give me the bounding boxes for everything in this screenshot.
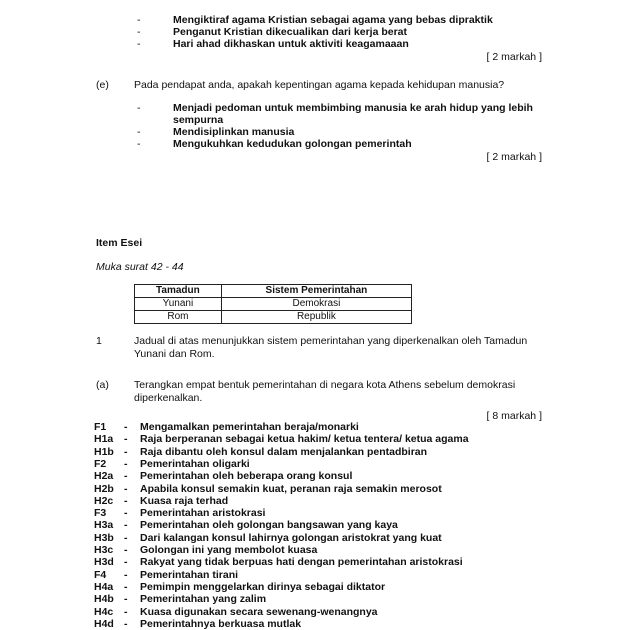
point-code: F2 — [94, 457, 107, 470]
point-code: H2c — [94, 494, 114, 507]
point-dash: - — [124, 433, 128, 446]
answer-text: Mengiktiraf agama Kristian sebagai agama yang bebas dipraktik — [173, 14, 493, 26]
table-header-cell: Sistem Pemerintahan — [221, 285, 411, 298]
subquestion-text: Terangkan empat bentuk pemerintahan di negara kota Athens sebelum demokrasi — [134, 379, 516, 391]
subquestion-text-continued: diperkenalkan. — [134, 392, 203, 404]
point-code: H4d — [94, 617, 114, 630]
point-text: Rakyat yang tidak berpuas hati dengan pemerintahan aristokrasi — [140, 556, 463, 569]
point-text: Pemerintahan tirani — [140, 568, 239, 581]
bullet-dash: - — [137, 102, 141, 114]
point-text: Pemerintahan oleh golongan bangsawan yang kaya — [140, 519, 398, 532]
bullet-dash: - — [137, 126, 141, 138]
bullet-dash: - — [137, 14, 141, 26]
point-text: Golongan ini yang membolot kuasa — [140, 544, 318, 556]
point-code: H2a — [94, 470, 114, 483]
answer-text: Penganut Kristian dikecualikan dari kerja berat — [173, 26, 407, 38]
point-dash: - — [124, 556, 128, 569]
point-text: Dari kalangan konsul lahirnya golongan aristokrat yang kuat — [140, 531, 442, 544]
marks-label: [ 2 markah ] — [486, 51, 542, 63]
point-dash: - — [124, 617, 128, 630]
point-dash: - — [124, 494, 128, 507]
point-text: Pemimpin menggelarkan dirinya sebagai diktator — [140, 580, 386, 593]
point-dash: - — [124, 482, 128, 495]
point-code: H3d — [94, 556, 114, 569]
point-code: H1a — [94, 433, 114, 446]
point-text: Kuasa raja terhad — [140, 494, 229, 507]
point-dash: - — [124, 531, 128, 544]
question-text: Pada pendapat anda, apakah kepentingan agama kepada kehidupan manusia? — [134, 79, 505, 91]
point-text: Pemerintahnya berkuasa mutlak — [140, 617, 302, 630]
question-label: (e) — [96, 79, 109, 91]
answer-text-continued: sempurna — [173, 114, 224, 126]
table-row — [135, 298, 412, 311]
point-text: Kuasa digunakan secara sewenang-wenangnya — [140, 605, 378, 618]
point-code: H3c — [94, 544, 114, 556]
point-code: H3a — [94, 519, 114, 532]
point-dash: - — [124, 470, 128, 483]
table-header-row — [135, 285, 412, 298]
table-cell: Rom — [135, 311, 222, 324]
point-code: F4 — [94, 568, 107, 581]
point-dash: - — [124, 568, 128, 581]
point-dash: - — [124, 457, 128, 470]
point-text: Pemerintahan yang zalim — [140, 593, 267, 606]
question-text-continued: Yunani dan Rom. — [134, 348, 215, 360]
marks-label: [ 2 markah ] — [486, 151, 542, 163]
section-heading: Item Esei — [96, 237, 143, 249]
point-dash: - — [124, 519, 128, 532]
bullet-dash: - — [137, 138, 141, 150]
answer-text: Mengukuhkan kedudukan golongan pemerintah — [173, 138, 412, 150]
point-code: H3b — [94, 531, 114, 544]
point-code: H1b — [94, 445, 114, 458]
table-row — [135, 311, 412, 324]
point-dash: - — [124, 421, 128, 433]
point-text: Mengamalkan pemerintahan beraja/monarki — [140, 421, 359, 433]
table-header-cell: Tamadun — [135, 285, 222, 298]
point-text: Pemerintahan oleh beberapa orang konsul — [140, 470, 353, 483]
table-cell: Republik — [221, 311, 411, 324]
question-number: 1 — [96, 335, 102, 347]
point-text: Raja berperanan sebagai ketua hakim/ ketua tentera/ ketua agama — [140, 433, 469, 446]
point-dash: - — [124, 605, 128, 618]
point-code: H4b — [94, 593, 114, 606]
table-cell: Demokrasi — [221, 298, 411, 311]
subquestion-label: (a) — [96, 379, 109, 391]
point-dash: - — [124, 445, 128, 458]
point-code: H4c — [94, 605, 114, 618]
table-cell: Yunani — [135, 298, 222, 311]
tamadun-table — [134, 284, 412, 324]
bullet-dash: - — [137, 26, 141, 38]
point-text: Pemerintahan aristokrasi — [140, 507, 266, 520]
marks-label: [ 8 markah ] — [486, 410, 542, 422]
point-text: Apabila konsul semakin kuat, peranan raja semakin merosot — [140, 482, 442, 495]
answer-text: Mendisiplinkan manusia — [173, 126, 295, 138]
answer-text: Hari ahad dikhaskan untuk aktiviti keagamaaan — [173, 38, 409, 50]
point-code: H2b — [94, 482, 114, 495]
point-code: F1 — [94, 421, 107, 433]
point-dash: - — [124, 544, 128, 556]
point-code: F3 — [94, 507, 107, 520]
page-reference: Muka surat 42 - 44 — [96, 261, 184, 273]
point-dash: - — [124, 593, 128, 606]
point-text: Pemerintahan oligarki — [140, 457, 250, 470]
point-code: H4a — [94, 580, 114, 593]
answer-text: Menjadi pedoman untuk membimbing manusia ke arah hidup yang lebih — [173, 102, 533, 114]
point-dash: - — [124, 507, 128, 520]
question-text: Jadual di atas menunjukkan sistem pemerintahan yang diperkenalkan oleh Tamadun — [134, 335, 528, 347]
point-text: Raja dibantu oleh konsul dalam menjalankan pentadbiran — [140, 445, 428, 458]
point-dash: - — [124, 580, 128, 593]
bullet-dash: - — [137, 38, 141, 50]
